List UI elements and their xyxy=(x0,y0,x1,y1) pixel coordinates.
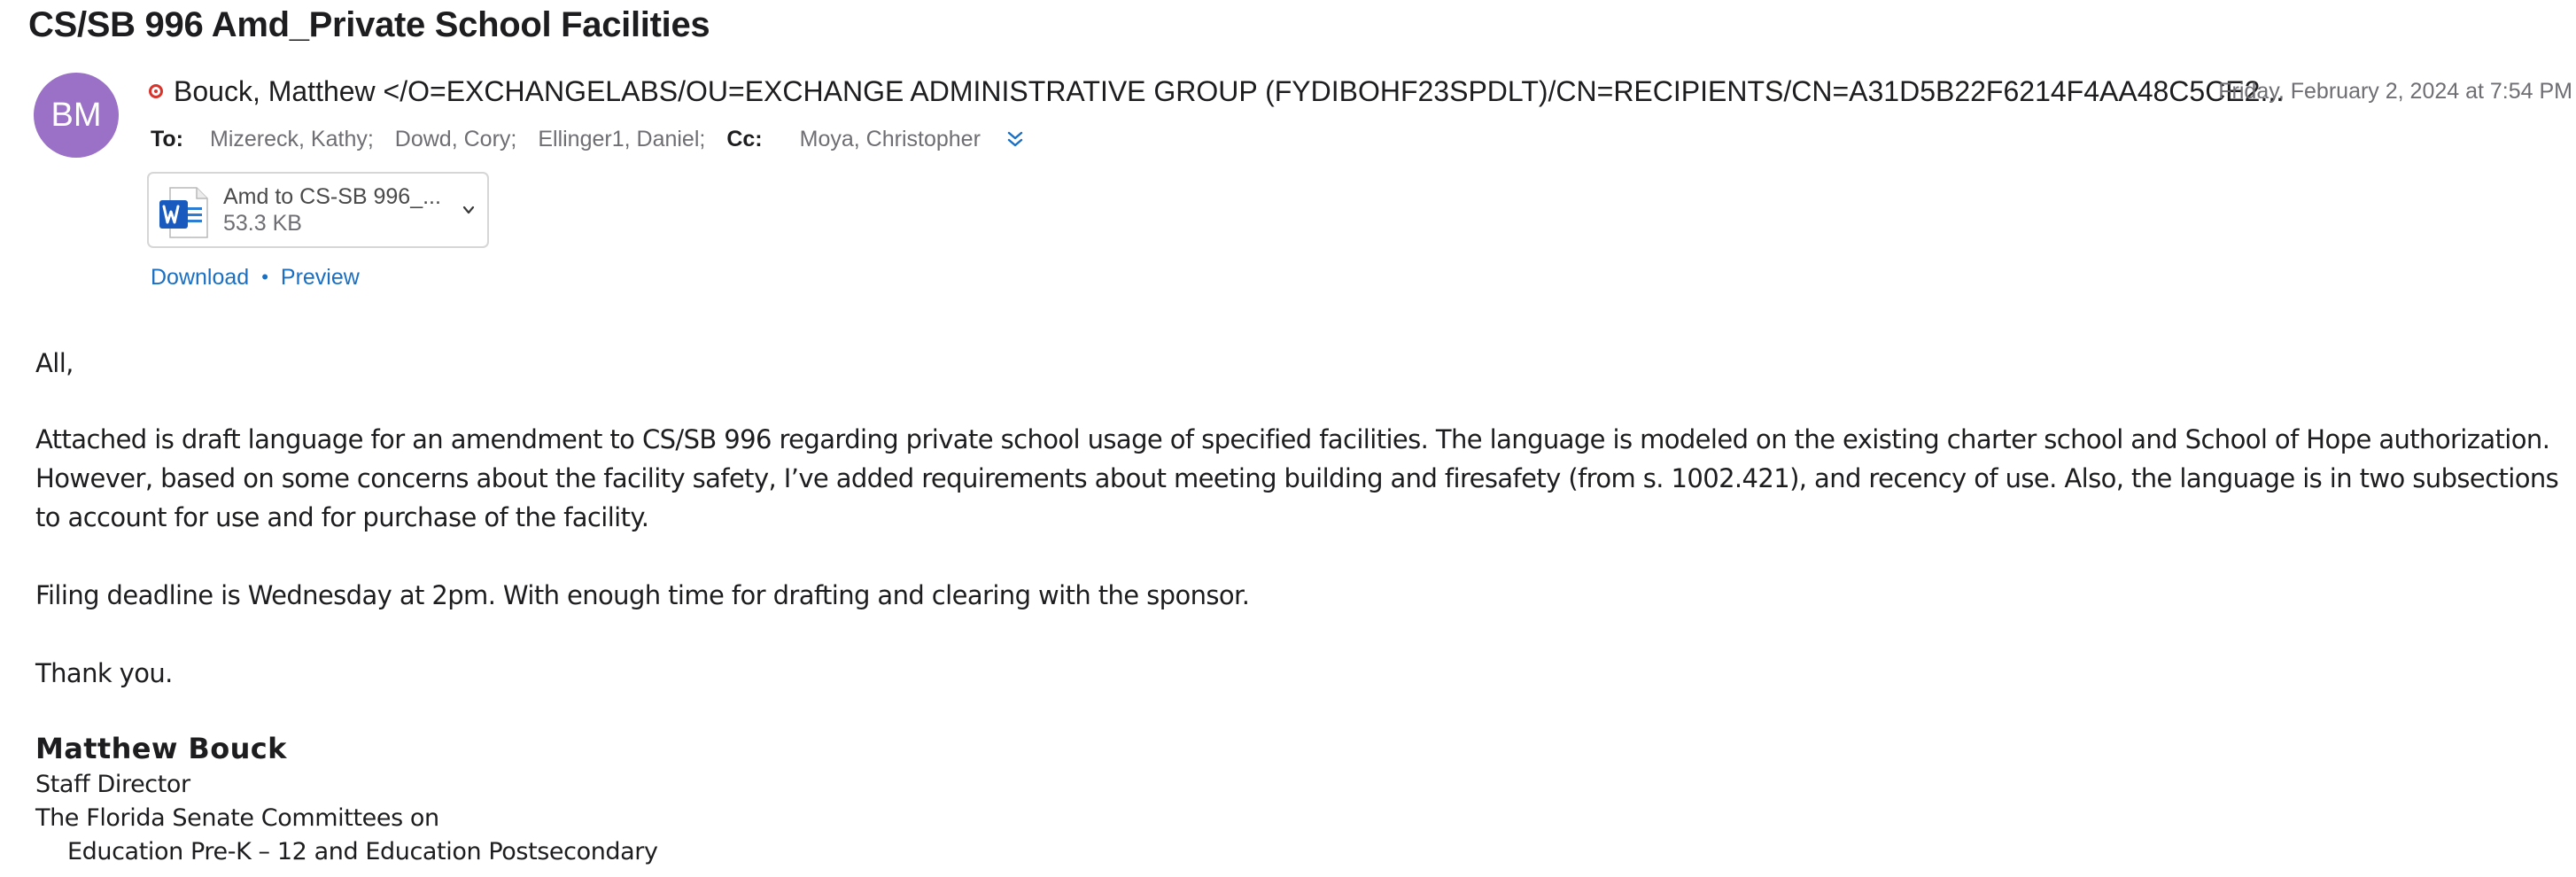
separator-dot: • xyxy=(261,266,268,288)
high-importance-icon xyxy=(149,84,163,98)
sent-date: Friday, February 2, 2024 at 7:54 PM xyxy=(2218,79,2572,104)
preview-link[interactable]: Preview xyxy=(280,264,360,290)
body-paragraph: Attached is draft language for an amendment to CS/SB 996 regarding private school usage of specified facilities. The language is modeled on the existing charter school and School of Hope authorization. However, based on some concerns about the facility safety, I’ve added requirements about meeting building and firesafety (from s. 1002.421), and recency of use. Also, the language is in two subsections to account for use and for purchase of the facility. xyxy=(35,424,2559,532)
body-greeting: All, xyxy=(35,348,74,378)
attachment-actions xyxy=(151,262,360,292)
cc-label: Cc: xyxy=(726,126,763,151)
recipients-row xyxy=(151,122,1025,156)
recipient-cc[interactable]: Moya, Christopher xyxy=(799,126,981,151)
expand-recipients-icon[interactable] xyxy=(1005,128,1025,151)
body-closing: Thank you. xyxy=(35,658,173,688)
signature-title: Staff Director xyxy=(35,771,190,798)
attachment-size: 53.3 KB xyxy=(223,211,302,236)
avatar: BM xyxy=(34,73,119,158)
recipient-to[interactable]: Dowd, Cory; xyxy=(394,126,517,151)
attachment-card[interactable] xyxy=(147,172,489,248)
word-document-icon xyxy=(158,186,213,239)
signature-organization: The Florida Senate Committees on xyxy=(35,804,439,832)
signature-name: Matthew Bouck xyxy=(35,732,287,765)
sender-row xyxy=(149,73,2284,110)
attachment-name: Amd to CS-SB 996_... xyxy=(223,184,441,209)
to-label: To: xyxy=(151,126,184,151)
body-paragraph: Filing deadline is Wednesday at 2pm. With enough time for drafting and clearing with the sponsor. xyxy=(35,580,1250,610)
email-subject: CS/SB 996 Amd_Private School Facilities xyxy=(28,5,710,44)
recipient-to[interactable]: Ellinger1, Daniel; xyxy=(538,126,706,151)
sender-name[interactable]: Bouck, Matthew </O=EXCHANGELABS/OU=EXCHANGE ADMINISTRATIVE GROUP (FYDIBOHF23SPDLT)/CN=RECIPIENTS/CN=A31D5B22F6214F4AA48C5CE2... xyxy=(174,74,2285,107)
recipient-to[interactable]: Mizereck, Kathy; xyxy=(210,126,374,151)
signature-committees: Education Pre-K – 12 and Education Postsecondary xyxy=(67,838,658,865)
download-link[interactable]: Download xyxy=(151,264,250,290)
chevron-down-icon[interactable] xyxy=(461,202,477,218)
